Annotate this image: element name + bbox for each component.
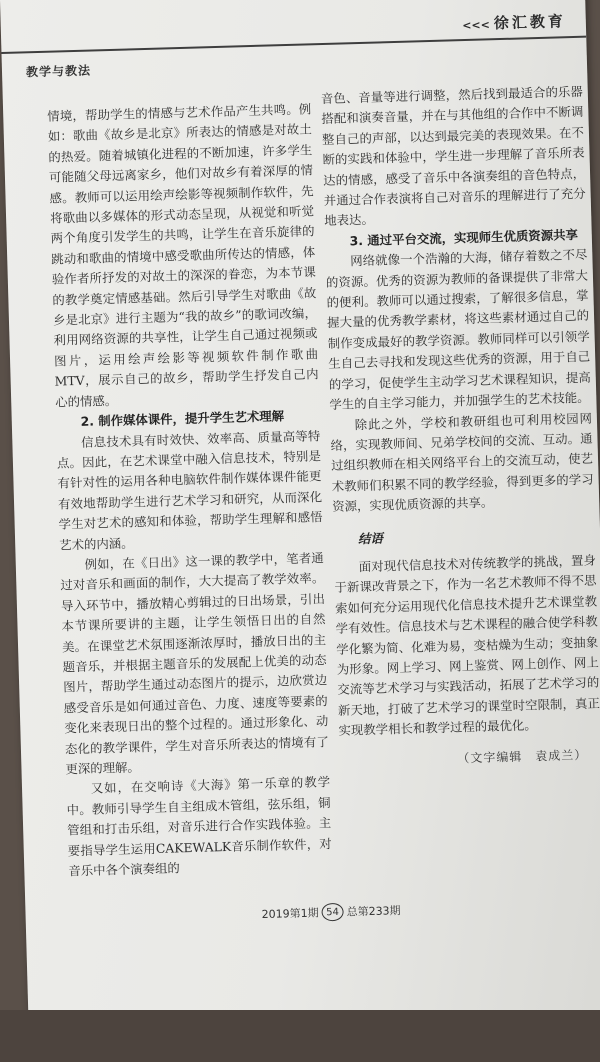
brand-name: 徐汇教育 [493,12,567,33]
editor-credit: （文字编辑 袁成兰） [457,747,588,766]
page-footer [261,901,400,923]
paragraph: 情境，帮助学生的情感与艺术作品产生共鸣。例如：歌曲《故乡是北京》所表达的情感是对故土的热爱。随着城镇化进程的不断加速，许多学生可能随父母远离家乡，他们对故乡有着深厚的情感。教师可以运用绘声绘影等视频制作软件，先将歌曲以多媒体的形式动态呈现，从视觉和听觉两个角度引发学生的共鸣，让学生在音乐旋律的跳动和歌曲的情境中感受歌曲所传达的情感，体验作者所抒发的对故土的深深的眷恋，为本节课的教学奠定情感基础。然后引导学生对歌曲《故乡是北京》进行主题为“我的故乡”的歌词改编，利用网络资源的共享性，让学生自己通过视频或图片，运用绘声绘影等视频软件制作歌曲MTV，展示自己的故乡，帮助学生抒发自己内心的情感。 [47,101,319,410]
right-column [321,82,600,772]
paragraph: 网络就像一个浩瀚的大海，储存着数之不尽的资源。优秀的资源为教师的备课提供了非常大的便利。教师可以通过搜索，了解很多信息，掌握大量的优秀教学素材，将这些素材通过自己的制作变成最好的教学资源。教师同样可以引领学生自己去寻找和发现这些优秀的资源，用于自己的学习，促使学生主动学习艺术课程知识，提高学生的自主学习能力，并加强学生的艺术技能。 [325,246,591,413]
left-column [47,99,333,882]
total-issue-label: 总第233期 [346,904,401,919]
paragraph: 例如，在《日出》这一课的教学中，笔者通过对音乐和画面的制作，大大提高了教学效率。导入环节中，播放精心剪辑过的日出场景，引出本节课所要讲的主题，让学生领悟日出的自然美。在课堂艺术氛围逐渐浓厚时，播放日出的主题音乐，并根据主题音乐的发展配上优美的动态图片，帮助学生通过动态图片的提示，边欣赏边感受音乐是如何通过音色、力度、速度等要素的变化来表现日出的整个过程的。通过形象化、动态化的教学课件，学生对音乐所表达的情境有了更深的理解。 [60,550,330,777]
header-rule [1,36,586,54]
paragraph: 面对现代信息技术对传统教学的挑战，置身于新课改背景之下，作为一名艺术教师不得不思索如何充分运用现代化信息技术提升艺术课堂教学有效性。信息技术与艺术课程的融合使学科教学化繁为简、化难为易，变枯燥为生动；变抽象为形象。网上学习、网上鉴赏、网上创作、网上交流等艺术学习与实践活动，拓展了艺术学习的新天地，打破了艺术学习的课堂时空限制，真正实现教学相长和教学过程的最优化。 [334,552,600,739]
page-number: 54 [321,903,343,922]
chevrons-icon: <<< [462,18,491,33]
table-surface [0,1010,600,1062]
paragraph: 除此之外，学校和教研组也可利用校园网络，实现教师间、兄弟学校间的交流、互动。通过组织教师在相关网络平台上的交流互动，使艺术教师们积累不同的教学经验，得到更多的学习资源，实现优质资源的共享。 [330,410,594,515]
subheading: 2. 制作媒体课件，提升学生艺术理解 [80,408,285,430]
paragraph: 音色、音量等进行调整，然后找到最适合的乐器搭配和演奏音量，并在与其他组的合作中不断调整自己的声部，以达到最完美的表现效果。在不断的实践和体验中，学生进一步理解了音乐所表达的情感，感受了音乐中各演奏组的音色特点，并通过合作表演将自己对音乐的理解进行了充分地表达。 [320,83,586,229]
subheading: 3. 通过平台交流，实现师生优质资源共享 [349,226,579,249]
conclusion-heading: 结语 [357,530,383,546]
paragraph: 又如，在交响诗《大海》第一乐章的教学中。教师引导学生自主组成木管组，弦乐组，铜管组和打击乐组，对音乐进行合作实践体验。主要指导学生运用CAKEWALK音乐制作软件，对音乐中各个演奏组的 [66,774,332,879]
journal-brand [462,10,566,34]
section-tag: 教学与教法 [25,63,92,80]
paragraph: 信息技术具有时效快、效率高、质量高等特点。因此，在艺术课堂中融入信息技术，特别是有针对性的运用各种电脑软件制作媒体课件能更有效地帮助学生进行艺术学习和研究，从而深化学生对艺术的感知和体验，帮助学生理解和感悟艺术的内涵。 [56,427,323,553]
issue-label: 2019第1期 [261,906,319,922]
